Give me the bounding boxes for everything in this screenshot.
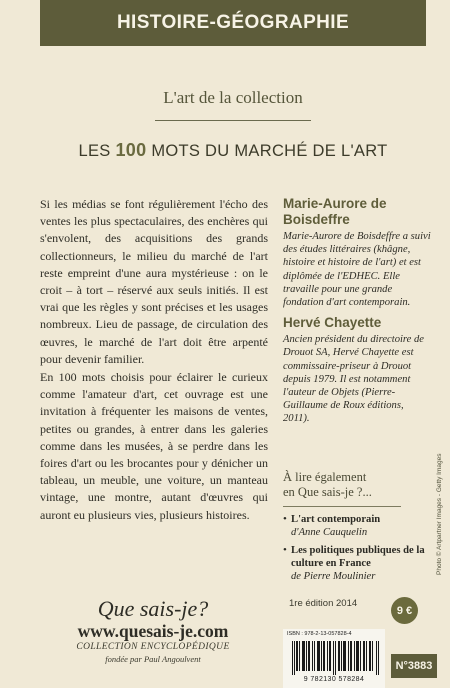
also-read-heading: [283, 470, 431, 500]
edition-label: 1re édition 2014: [289, 598, 358, 609]
also-read-heading-line2: en Que sais-je ?...: [283, 485, 372, 499]
author-block: [283, 196, 431, 309]
authors: [283, 196, 431, 426]
book-subtitle: L'art de la collection: [163, 88, 303, 107]
title-number: 100: [115, 140, 147, 160]
related-title: Les politiques publiques de la culture en France: [291, 545, 425, 569]
series-label: HISTOIRE-GÉOGRAPHIE: [116, 12, 350, 33]
list-item: [283, 513, 431, 539]
author-block: [283, 315, 431, 425]
related-author: d'Anne Cauquelin: [291, 527, 368, 538]
barcode-icon: [292, 641, 380, 675]
title-divider: [155, 120, 311, 121]
author-name: Hervé Chayette: [283, 315, 382, 331]
list-item: [283, 544, 431, 583]
publisher-brand: [40, 597, 266, 664]
series-band: [40, 0, 426, 46]
book-title: [40, 140, 426, 161]
related-author: de Pierre Moulinier: [291, 571, 376, 582]
photo-credit: Photo © Artpartner Images - Getty Images: [436, 453, 443, 575]
also-read-heading-line1: À lire également: [283, 470, 367, 484]
also-read: [283, 470, 431, 588]
related-title: L'art contemporain: [291, 514, 381, 525]
author-bio: Ancien président du directoire de Drouot SA, Hervé Chayette est commissaire-priseur à Drouot depuis 1979. Il est notamment l'auteur de Objets (Pierre-Guillaume de Roux éditions, 2011).: [283, 334, 425, 425]
title-suffix: MOTS DU MARCHÉ DE L'ART: [151, 142, 388, 160]
barcode-digits: 9 782130 578284: [303, 676, 365, 683]
collection-number: N°3883: [391, 654, 437, 678]
also-read-divider: [283, 506, 401, 507]
blurb-paragraph: Si les médias se font régulièrement l'écho des ventes les plus spectaculaires, des enchères qui s'envolent, des acquisitions des grands collectionneurs, le milieu du marché de l'art reste empreint d'une aura mystérieuse : on le croit – à tort – réservé aux seuls initiés. Il est vrai que les règles y sont précises et les usages nombreux. Lieu de passage, de circulation des œuvres, le marché de l'art doit être arpenté pour devenir familier.: [40, 197, 268, 366]
collection-label: COLLECTION ENCYCLOPÉDIQUE: [76, 642, 230, 652]
title-prefix: LES: [78, 142, 111, 160]
brand-url: www.quesais-je.com: [77, 621, 229, 641]
founder-label: fondée par Paul Angoulvent: [105, 654, 201, 664]
barcode-panel: [283, 629, 385, 688]
author-name: Marie-Aurore de Boisdeffre: [283, 196, 387, 227]
isbn-label: ISBN : 978-2-13-057828-4: [287, 631, 352, 637]
blurb: [40, 196, 268, 524]
brand-logo-text: Que sais-je?: [97, 596, 209, 621]
price-badge: 9 €: [391, 597, 418, 624]
author-bio: Marie-Aurore de Boisdeffre a suivi des études littéraires (khâgne, histoire et histoire de l'art) et est diplômée de l'EDHEC. Elle travaille pour une grande fondation d'art contemporain.: [283, 231, 431, 309]
blurb-paragraph: En 100 mots choisis pour éclairer le curieux comme l'amateur d'art, cet ouvrage est une invitation à fréquenter les maisons de ventes, petites ou grandes, à entrer dans les galeries comme dans les musées, à se perdre dans les foires d'art ou les brocantes pour y dénicher un tableau, un meuble, une voiture, un manteau vintage, une montre, autant d'œuvres qui auront eu plusieurs vies, plusieurs histoires.: [40, 370, 268, 522]
also-read-list: [283, 513, 431, 583]
